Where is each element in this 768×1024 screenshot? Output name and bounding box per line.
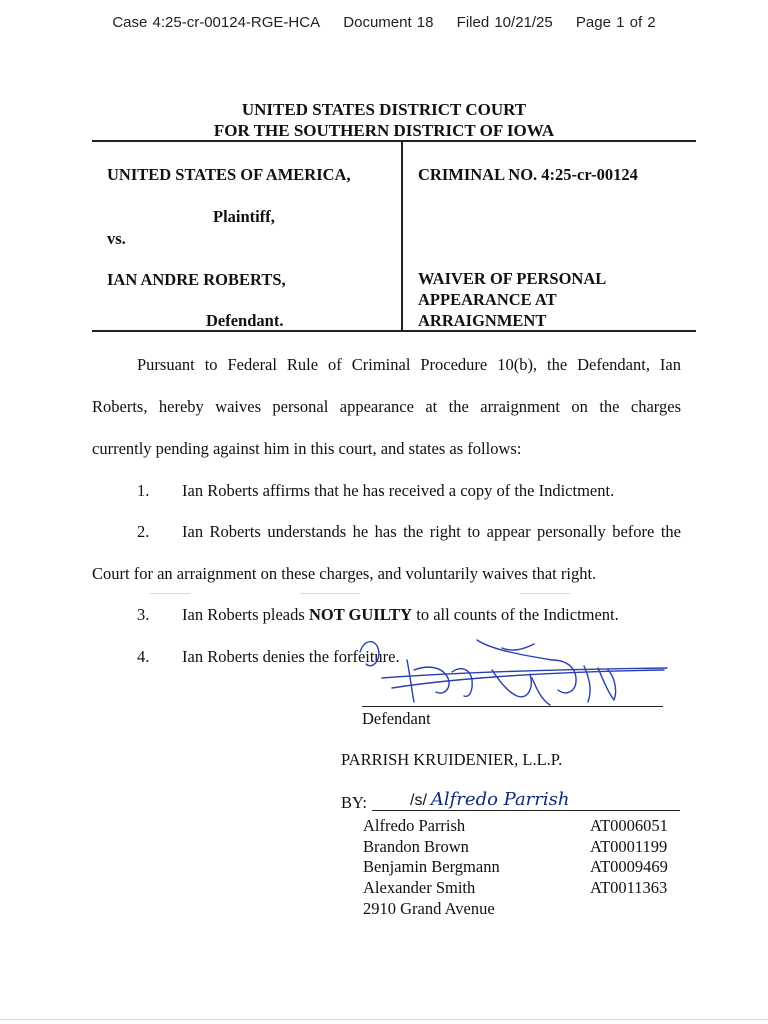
court-title [0,99,768,141]
document-number: Document 18 [343,14,434,31]
attorney-id-1: AT0006051 [590,816,668,835]
versus-label: vs. [107,229,126,248]
attorney-name-2: Brandon Brown [363,837,469,856]
esig-prefix: /s/ [410,792,427,809]
defendant-name: IAN ANDRE ROBERTS, [107,270,286,289]
court-title-line2: FOR THE SOUTHERN DISTRICT OF IOWA [213,121,555,140]
document-title-line3: ARRAIGNMENT [418,311,547,330]
court-title-line1: UNITED STATES DISTRICT COURT [241,100,527,119]
item-3-number: 3. [137,605,150,624]
not-guilty-plea: NOT GUILTY [308,605,413,624]
defendant-signature [352,630,672,715]
filed-date: Filed 10/21/25 [456,14,553,31]
ecf-header [0,14,768,31]
item-4-text: Ian Roberts denies the forfeiture. [182,647,400,666]
item-3-text [182,605,619,625]
defendant-role: Defendant. [206,311,284,330]
scan-artifact [520,593,570,594]
caption-top-rule [92,140,696,142]
criminal-case-number: CRIMINAL NO. 4:25-cr-00124 [418,165,638,184]
case-number-header: Case 4:25-cr-00124-RGE-HCA [112,14,321,31]
item-2-text-line2: Court for an arraignment on these charges, and voluntarily waives that right. [92,564,597,583]
attorney-name-3: Benjamin Bergmann [363,857,500,876]
firm-address: 2910 Grand Avenue [363,899,495,918]
item-4-number: 4. [137,647,150,666]
scan-artifact [300,593,360,594]
attorney-name-4: Alexander Smith [363,878,476,897]
caption-bottom-rule [92,330,696,332]
page-bottom-edge [0,1019,768,1020]
plaintiff-role: Plaintiff, [213,207,275,226]
by-signature-line [372,810,680,811]
attorney-id-2: AT0001199 [590,837,668,856]
electronic-signature [410,789,569,810]
scan-artifact [150,593,190,594]
attorney-id-3: AT0009469 [590,857,668,876]
intro-line-1: Pursuant to Federal Rule of Criminal Procedure 10(b), the Defendant, Ian [137,355,681,374]
attorney-name-1: Alfredo Parrish [363,816,466,835]
esig-name: Alfredo Parrish [430,789,570,810]
page-number: Page 1 of 2 [575,14,656,31]
item-1-number: 1. [137,481,150,500]
document-title-line1: WAIVER OF PERSONAL [418,269,607,288]
item-2-number: 2. [137,522,150,541]
intro-line-3: currently pending against him in this court, and states as follows: [92,439,522,458]
item-3-text-pre: Ian Roberts pleads [182,605,309,624]
defendant-signature-line [362,706,663,707]
item-2-text-line1: Ian Roberts understands he has the right to appear personally before the [182,522,681,541]
law-firm-name: PARRISH KRUIDENIER, L.L.P. [341,750,563,769]
intro-line-2: Roberts, hereby waives personal appearance at the arraignment on the charges [92,397,681,416]
caption-divider [401,140,403,331]
defendant-label: Defendant [362,709,431,728]
document-title-line2: APPEARANCE AT [418,290,557,309]
item-3-text-post: to all counts of the Indictment. [412,605,619,624]
item-1-text: Ian Roberts affirms that he has received a copy of the Indictment. [182,481,615,500]
attorney-id-4: AT0011363 [590,878,668,897]
plaintiff-name: UNITED STATES OF AMERICA, [107,165,351,184]
by-label: BY: [341,793,367,812]
